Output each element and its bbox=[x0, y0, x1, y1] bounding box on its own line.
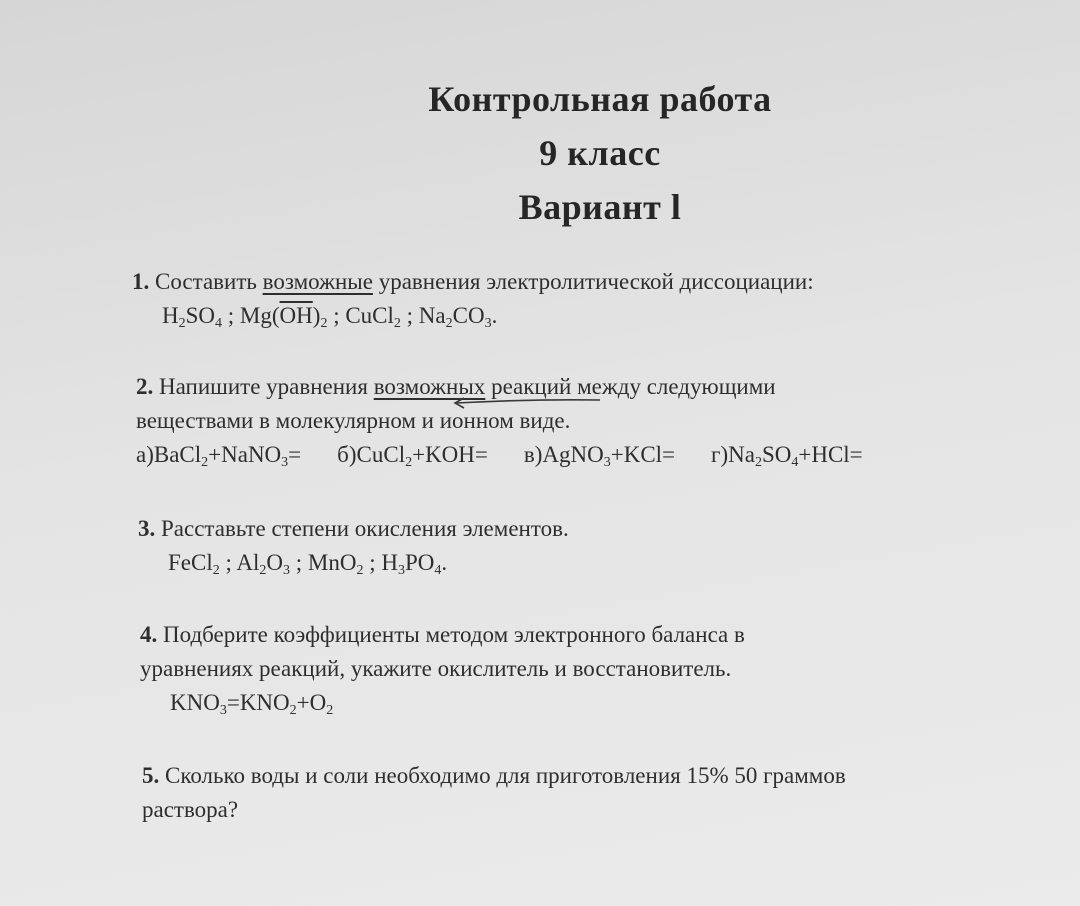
formula-sub: 4 bbox=[215, 316, 223, 331]
task-1-formulas bbox=[132, 299, 814, 333]
formula-sub: 3 bbox=[397, 563, 405, 578]
formula-part: ; CuCl bbox=[327, 303, 394, 328]
reaction-d bbox=[711, 438, 863, 472]
task-3-formulas bbox=[138, 546, 569, 580]
task-3-text: Расставьте степени окисления элементов. bbox=[155, 516, 569, 541]
formula-part: = bbox=[288, 442, 302, 467]
task-5-statement-line-2: раствора? bbox=[142, 797, 239, 822]
title-block bbox=[300, 72, 900, 234]
formula-part: CO bbox=[452, 303, 485, 328]
task-4-statement-line-2: уравнениях реакций, укажите окислитель и восстановитель. bbox=[140, 656, 732, 681]
formula-part: а)BaCl bbox=[136, 442, 202, 467]
formula-part: +O bbox=[296, 690, 327, 715]
formula-part-overlined: $\overline{OH}$ bbox=[279, 303, 313, 328]
task-2-number: 2. bbox=[136, 374, 154, 399]
formula-sub: 2 bbox=[212, 563, 220, 578]
formula-sub: 2 bbox=[356, 563, 364, 578]
formula-sub: 4 bbox=[434, 563, 442, 578]
formula-part: . bbox=[491, 303, 498, 328]
task-3 bbox=[138, 512, 569, 580]
variant-label: Вариант l bbox=[518, 187, 682, 227]
formula-part: ; Mg( bbox=[222, 303, 280, 328]
task-2-statement-line-2: веществами в молекулярном и ионном виде. bbox=[136, 408, 571, 433]
handwritten-arrow-icon bbox=[452, 396, 602, 410]
formula-part: =KNO bbox=[226, 690, 290, 715]
task-1-text-after: уравнения электролитической диссоциации: bbox=[372, 269, 814, 294]
formula-part: +HCl= bbox=[798, 442, 863, 467]
formula-part: ; MnO bbox=[289, 550, 357, 575]
grade-label: 9 класс bbox=[539, 133, 661, 173]
formula-part: в)AgNO bbox=[523, 442, 604, 467]
formula-sub: 4 bbox=[791, 455, 799, 470]
task-2-text-before: Напишите уравнения bbox=[159, 374, 374, 399]
formula-part: SO bbox=[185, 303, 216, 328]
formula-part: H bbox=[162, 303, 179, 328]
formula-part: ) bbox=[312, 303, 321, 328]
task-5-statement-line-1 bbox=[142, 759, 846, 793]
formula-sub: 2 bbox=[178, 316, 186, 331]
formula-sub: 2 bbox=[289, 703, 297, 718]
formula-sub: 2 bbox=[393, 316, 401, 331]
formula-part: ; Na bbox=[400, 303, 446, 328]
formula-part: б)CuCl bbox=[337, 442, 406, 467]
task-4-text: Подберите коэффициенты методом электронного баланса в bbox=[157, 622, 745, 647]
formula-sub: 2 bbox=[445, 316, 453, 331]
formula-sub: 2 bbox=[326, 703, 334, 718]
formula-sub: 3 bbox=[603, 455, 611, 470]
task-2 bbox=[136, 370, 863, 472]
task-1-text-before: Составить bbox=[155, 269, 263, 294]
formula-part: O bbox=[266, 550, 283, 575]
task-3-statement bbox=[138, 512, 569, 546]
formula-sub: 2 bbox=[259, 563, 267, 578]
formula-part: . bbox=[441, 550, 448, 575]
formula-sub: 2 bbox=[754, 455, 762, 470]
formula-part: PO bbox=[404, 550, 435, 575]
task-5-number: 5. bbox=[142, 763, 160, 788]
task-2-text-after: реакций между следующими bbox=[485, 374, 776, 399]
formula-sub: 3 bbox=[281, 455, 289, 470]
formula-part: ; Al bbox=[219, 550, 260, 575]
task-1 bbox=[132, 265, 814, 333]
formula-part: +KCl= bbox=[610, 442, 676, 467]
reaction-b bbox=[337, 438, 488, 472]
task-4-statement-line-1 bbox=[140, 618, 745, 652]
formula-part: SO bbox=[761, 442, 792, 467]
formula-part: +KOH= bbox=[412, 442, 488, 467]
task-1-statement bbox=[132, 265, 814, 299]
formula-part: +NaNO bbox=[208, 442, 282, 467]
task-1-underlined-word: возможные bbox=[262, 269, 373, 294]
formula-sub: 3 bbox=[484, 316, 492, 331]
task-1-number: 1. bbox=[132, 269, 150, 294]
formula-part: KNO bbox=[170, 690, 220, 715]
task-4-number: 4. bbox=[140, 622, 158, 647]
task-3-number: 3. bbox=[138, 516, 156, 541]
page-title: Контрольная работа bbox=[428, 79, 772, 119]
task-5 bbox=[142, 759, 846, 827]
task-4-equation bbox=[140, 686, 745, 720]
task-5-text: Сколько воды и соли необходимо для приготовления 15% 50 граммов bbox=[159, 763, 846, 788]
formula-part: FeCl bbox=[168, 550, 213, 575]
formula-sub: 2 bbox=[405, 455, 413, 470]
formula-part: г)Na bbox=[711, 442, 755, 467]
reaction-c bbox=[524, 438, 675, 472]
task-4 bbox=[140, 618, 745, 720]
formula-sub: 2 bbox=[320, 316, 328, 331]
formula-sub: 2 bbox=[201, 455, 209, 470]
task-2-reactions bbox=[136, 438, 863, 472]
reaction-a bbox=[136, 438, 301, 472]
formula-sub: 3 bbox=[282, 563, 290, 578]
task-2-underlined-word: возможных bbox=[373, 374, 486, 399]
formula-sub: 3 bbox=[219, 703, 227, 718]
formula-part: ; H bbox=[363, 550, 398, 575]
